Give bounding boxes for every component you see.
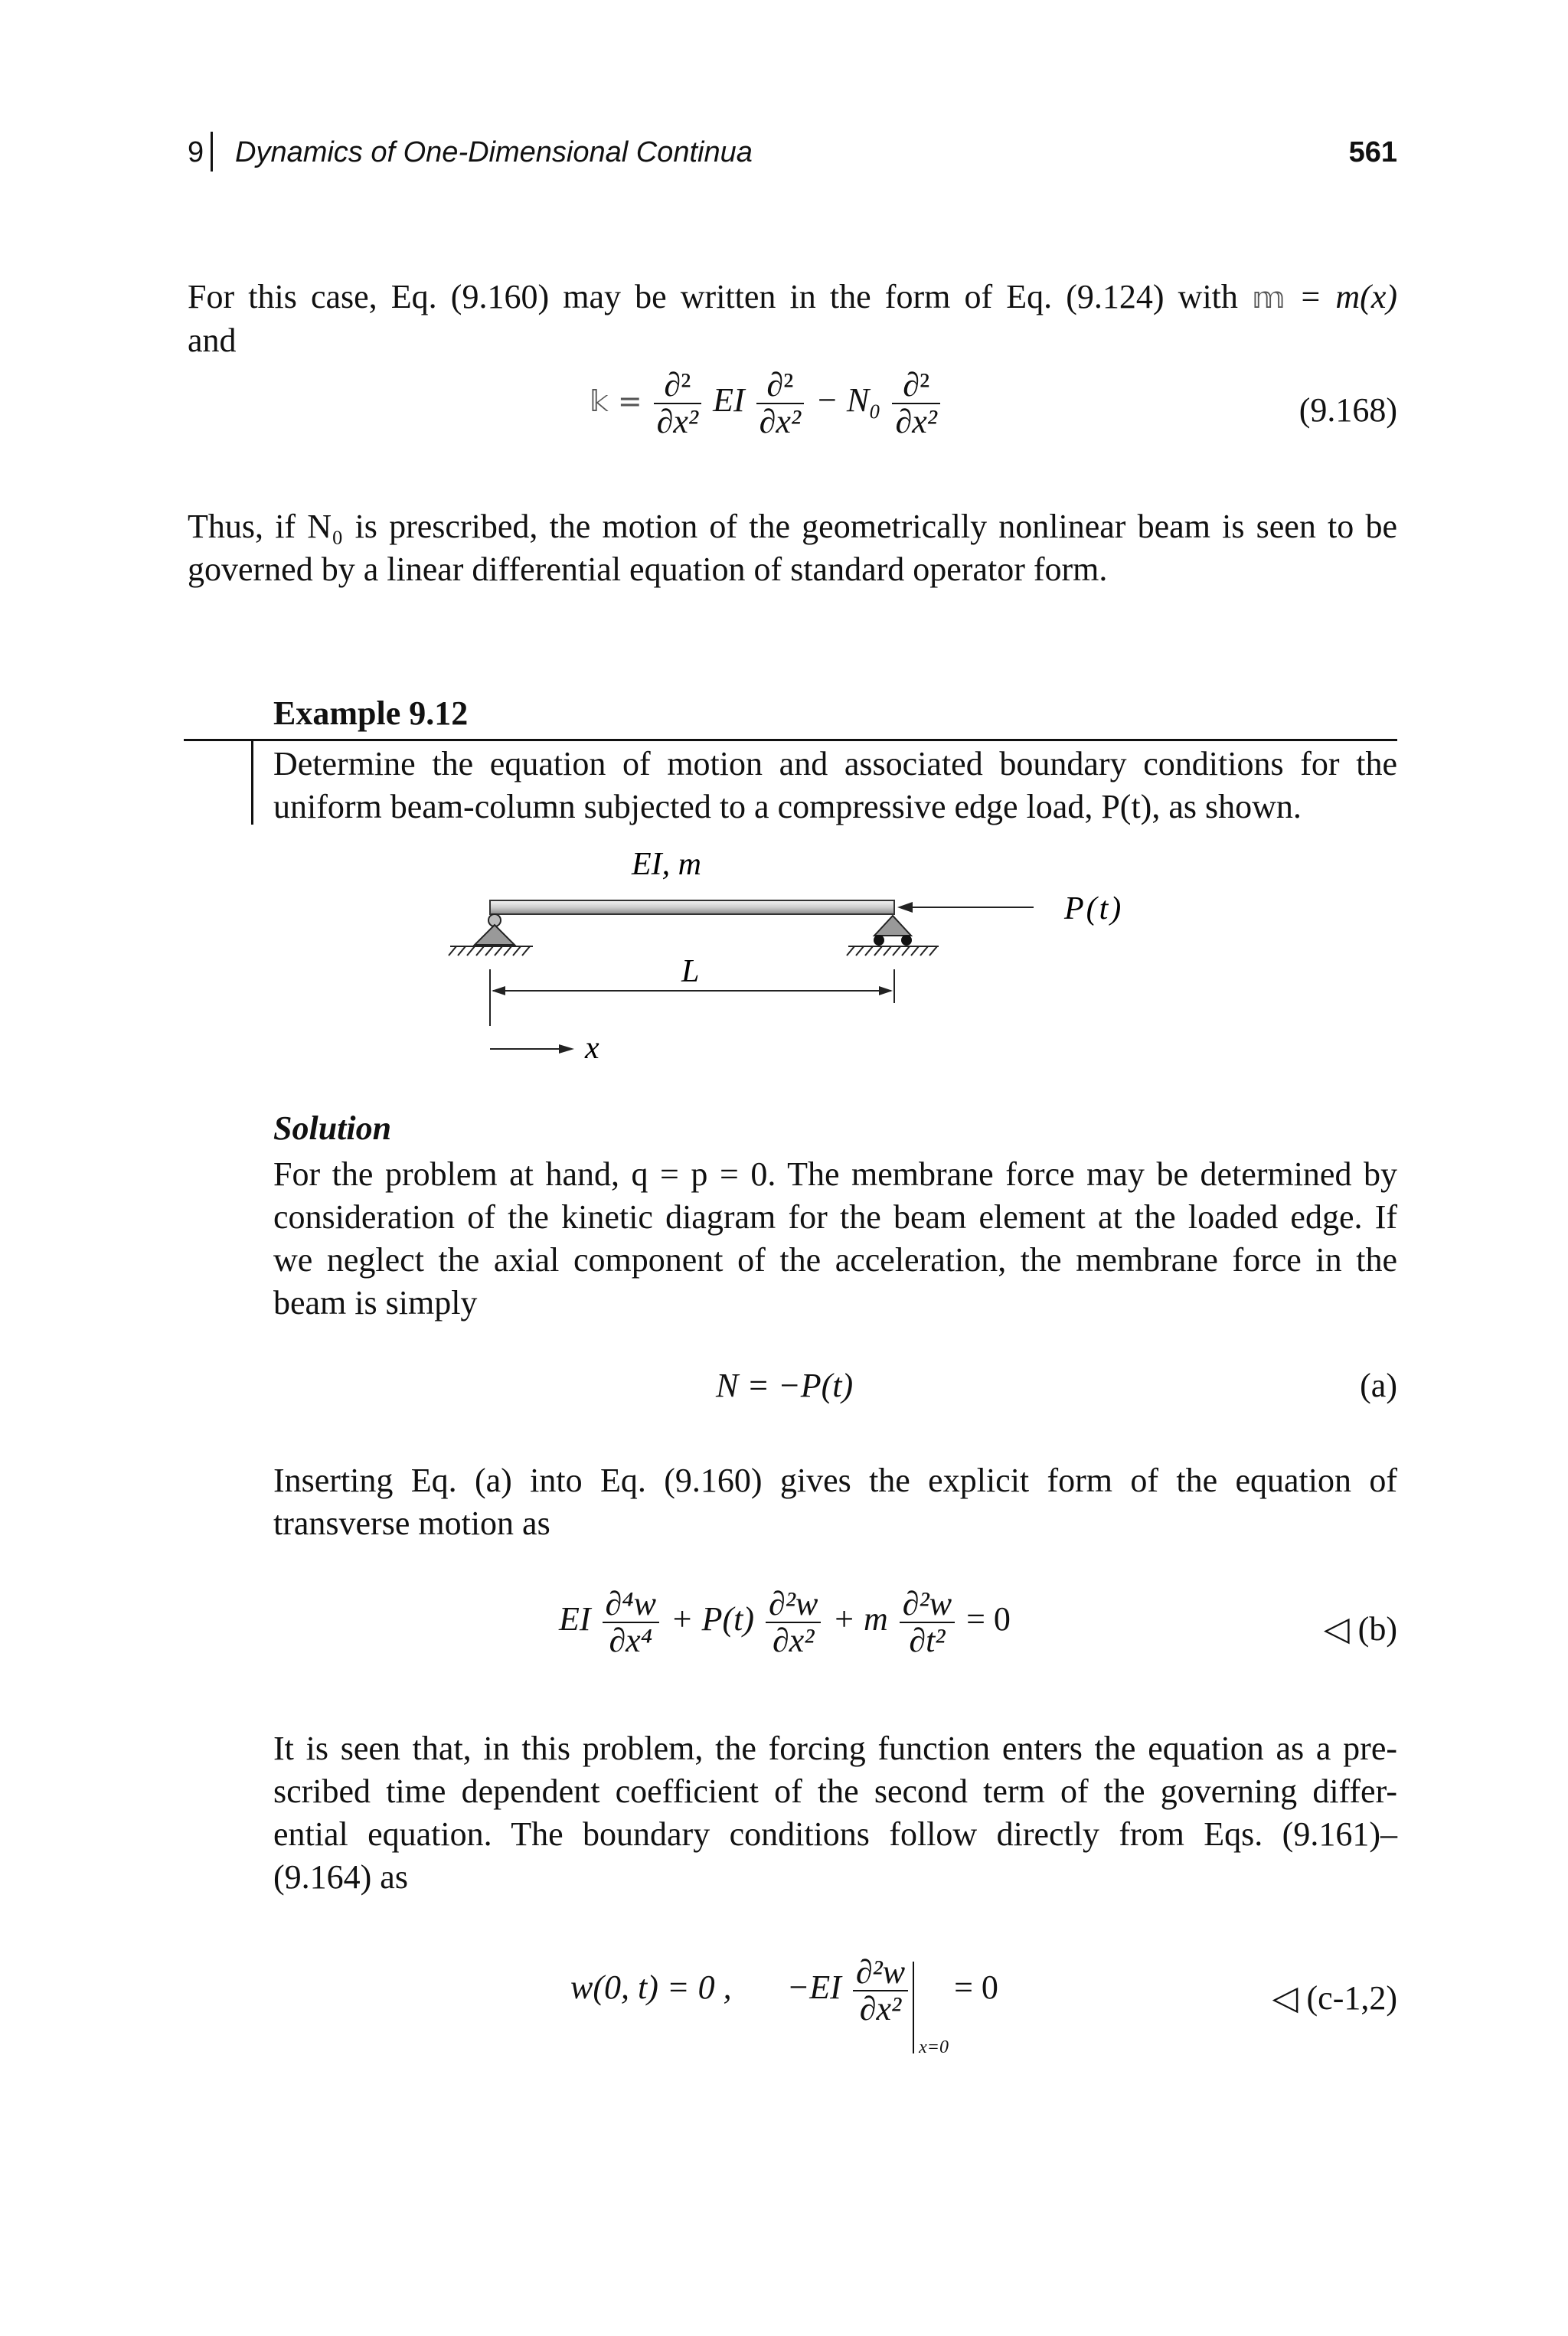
- solution-line-3: we neglect the axial component of the acceleration, the membrane force in the: [273, 1241, 1397, 1279]
- header-divider: [211, 132, 213, 172]
- beam: [490, 900, 894, 914]
- intro-line-2: and: [188, 322, 237, 359]
- coordinate-arrow: [490, 1044, 574, 1054]
- solution-title: Solution: [273, 1109, 392, 1147]
- example-statement: [273, 743, 1397, 828]
- page-number: 561: [1348, 136, 1397, 168]
- equation-number-9-168: (9.168): [1298, 391, 1397, 429]
- equation-9-168: 𝕜 = $\frac{\text{∂²}}{\text{∂x²}}$ EI $\frac{\text{∂²}}{\text{∂x²}}$ − N₀ $\frac{\text{∂²}}{\text{∂x²}}$: [590, 368, 943, 439]
- intro-line-1: For this case, Eq. (9.160) may be written in the form of Eq. (9.124) with 𝕞 = m(x): [188, 278, 1397, 315]
- roller-support: [847, 916, 939, 956]
- example-line-2: uniform beam-column subjected to a compressive edge load, P(t), as shown.: [273, 788, 1302, 825]
- load-label: P(t): [1064, 891, 1124, 926]
- chapter-number: 9: [188, 136, 204, 168]
- evaluation-subscript: x=0: [919, 2037, 949, 2057]
- equation-c: w(0, t) = 0 , −EI $\frac{\text{∂²w}}{\text{∂x²}}$ x=0 = 0: [570, 1953, 998, 2057]
- beam-property-label: EI, m: [632, 847, 701, 882]
- example-line-1: Determine the equation of motion and associated boundary conditions for the: [273, 745, 1397, 782]
- boundary-paragraph: [273, 1727, 1397, 1899]
- equation-number-c: ◁ (c-1,2): [1272, 1979, 1397, 2017]
- example-top-rule: [184, 739, 1397, 741]
- load-arrow: [897, 902, 1034, 913]
- boundary-line-4: (9.164) as: [273, 1858, 408, 1896]
- equation-number-a: (a): [1360, 1367, 1397, 1404]
- equation-b: EI $\frac{\text{∂⁴w}}{\text{∂x⁴}}$ + P(t) $\frac{\text{∂²w}}{\text{∂x²}}$ + m $\frac{\text{∂²w}}{\text{∂t²}}$ = 0: [559, 1585, 1011, 1659]
- insertion-line-2: transverse motion as: [273, 1505, 550, 1542]
- solution-paragraph: [273, 1153, 1397, 1325]
- example-side-rule: [251, 739, 253, 825]
- mass-operator-symbol: 𝕞: [1252, 281, 1285, 315]
- solution-line-1: For the problem at hand, q = p = 0. The membrane force may be determined by: [273, 1155, 1397, 1193]
- boundary-line-3: ential equation. The boundary conditions follow directly from Eqs. (9.161)–: [273, 1815, 1397, 1853]
- boundary-line-1: It is seen that, in this problem, the forcing function enters the equation as a pre-: [273, 1730, 1397, 1767]
- beam-column-figure: [429, 842, 1194, 1072]
- operator-line-2: governed by a linear differential equation of standard operator form.: [188, 551, 1108, 588]
- pin-support: [449, 914, 533, 956]
- insertion-paragraph: [273, 1459, 1397, 1545]
- insertion-line-1: Inserting Eq. (a) into Eq. (9.160) gives the explicit form of the equation of: [273, 1462, 1397, 1499]
- length-label: L: [681, 954, 700, 989]
- operator-line-1: Thus, if N₀ is prescribed, the motion of the geometrically nonlinear beam is seen to be: [188, 508, 1397, 545]
- solution-line-4: beam is simply: [273, 1284, 478, 1322]
- boundary-line-2: scribed time dependent coefficient of the second term of the governing differ-: [273, 1772, 1397, 1810]
- solution-line-2: consideration of the kinetic diagram for the beam element at the loaded edge. If: [273, 1198, 1397, 1236]
- equation-a: N = −P(t): [716, 1367, 854, 1404]
- example-title: Example 9.12: [273, 694, 469, 732]
- intro-paragraph: [188, 276, 1397, 362]
- operator-paragraph: [188, 505, 1397, 591]
- chapter-title: Dynamics of One-Dimensional Continua: [235, 136, 753, 168]
- coordinate-label: x: [585, 1031, 599, 1066]
- running-head: [188, 132, 1397, 178]
- equation-number-b: ◁ (b): [1323, 1610, 1397, 1648]
